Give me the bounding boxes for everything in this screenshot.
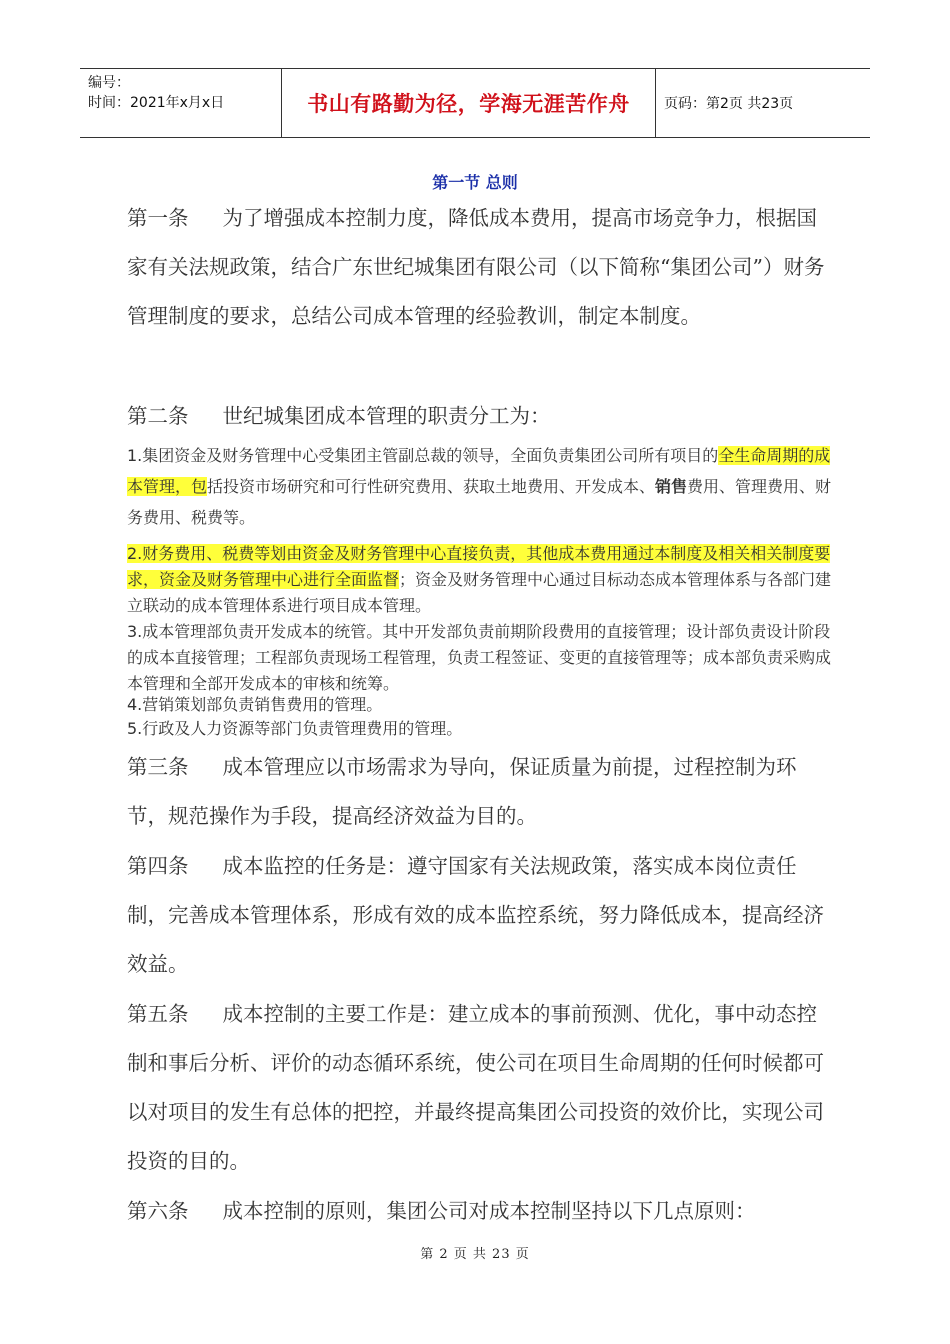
item-number: 1. — [127, 446, 143, 465]
highlighted-text: 财务费用、税费等划由资金及财务管理中心直接负责，其他成本费用通过本制度及相关相关制度要求，资金及财务管理中心进行全面监督 — [127, 544, 831, 589]
article-3 — [127, 743, 832, 841]
bold-text: 销售 — [655, 477, 688, 496]
section-title: 第一节 总则 — [432, 173, 518, 192]
article-number: 第五条 — [127, 1002, 189, 1026]
item-number: 2. — [127, 544, 143, 563]
article-2 — [127, 392, 832, 441]
doc-date-label: 时间：2021年x月x日 — [88, 95, 225, 111]
item-number: 5. — [127, 719, 143, 738]
item-text: 集团资金及财务管理中心受集团主管副总裁的领导，全面负责集团公司所有项目的 — [142, 446, 719, 465]
item-text: 成本管理部负责开发成本的统管。其中开发部负责前期阶段费用的直接管理；设计部负责设计阶段的成本直接管理；工程部负责现场工程管理，负责工程签证、变更的直接管理等；成本部负责采购成本管理和全部开发成本的审核和统筹。 — [127, 622, 832, 693]
item-number: 3. — [127, 622, 143, 641]
doc-number-label: 编号： — [88, 75, 130, 91]
duty-item-3 — [127, 619, 832, 697]
article-1 — [127, 194, 832, 341]
article-4 — [127, 842, 832, 989]
item-text: ；资金及财务管理中心通过目标动态成本管理体系与各部门建立联动的成本管理体系进行项目成本管理。 — [127, 570, 832, 615]
article-text: 成本控制的原则，集团公司对成本控制坚持以下几点原则： — [222, 1199, 756, 1223]
item-text: 费用、管理费用、财务费用、税费等。 — [127, 477, 832, 527]
article-number: 第三条 — [127, 755, 189, 779]
item-text: 行政及人力资源等部门负责管理费用的管理。 — [142, 719, 463, 738]
duty-item-2 — [127, 541, 832, 619]
item-text: 括投资市场研究和可行性研究费用、获取土地费用、开发成本、 — [207, 477, 656, 496]
article-text: 为了增强成本控制力度，降低成本费用，提高市场竞争力，根据国家有关法规政策，结合广东世纪城集团有限公司（以下简称“集团公司”）财务管理制度的要求，总结公司成本管理的经验教训，制定本制度。 — [127, 206, 825, 328]
page-footer: 第 2 页 共 23 页 — [420, 1247, 530, 1262]
duty-item-4 — [127, 692, 832, 718]
article-text: 世纪城集团成本管理的职责分工为： — [222, 404, 551, 428]
article-text: 成本控制的主要工作是：建立成本的事前预测、优化，事中动态控制和事后分析、评价的动态循环系统，使公司在项目生命周期的任何时候都可以对项目的发生有总体的把控，并最终提高集团公司投资的效价比，实现公司投资的目的。 — [127, 1002, 824, 1173]
article-number: 第二条 — [127, 404, 189, 428]
duty-item-5 — [127, 716, 832, 742]
header-meta — [80, 69, 282, 137]
item-number: 4. — [127, 695, 143, 714]
highlighted-text: 全生命周期的成本管理，包 — [127, 446, 831, 496]
document-header — [80, 68, 870, 138]
article-number: 第四条 — [127, 854, 189, 878]
article-6 — [127, 1187, 832, 1236]
item-text: 营销策划部负责销售费用的管理。 — [142, 695, 383, 714]
header-motto: 书山有路勤为径，学海无涯苦作舟 — [282, 69, 656, 137]
duty-item-1 — [127, 440, 832, 533]
header-page-info: 页码：第2页 共23页 — [664, 96, 794, 112]
article-5 — [127, 990, 832, 1186]
article-number: 第一条 — [127, 206, 189, 230]
article-number: 第六条 — [127, 1199, 189, 1223]
article-text: 成本管理应以市场需求为导向，保证质量为前提，过程控制为环节，规范操作为手段，提高经济效益为目的。 — [127, 755, 797, 828]
article-text: 成本监控的任务是：遵守国家有关法规政策，落实成本岗位责任制，完善成本管理体系，形成有效的成本监控系统，努力降低成本，提高经济效益。 — [127, 854, 824, 976]
